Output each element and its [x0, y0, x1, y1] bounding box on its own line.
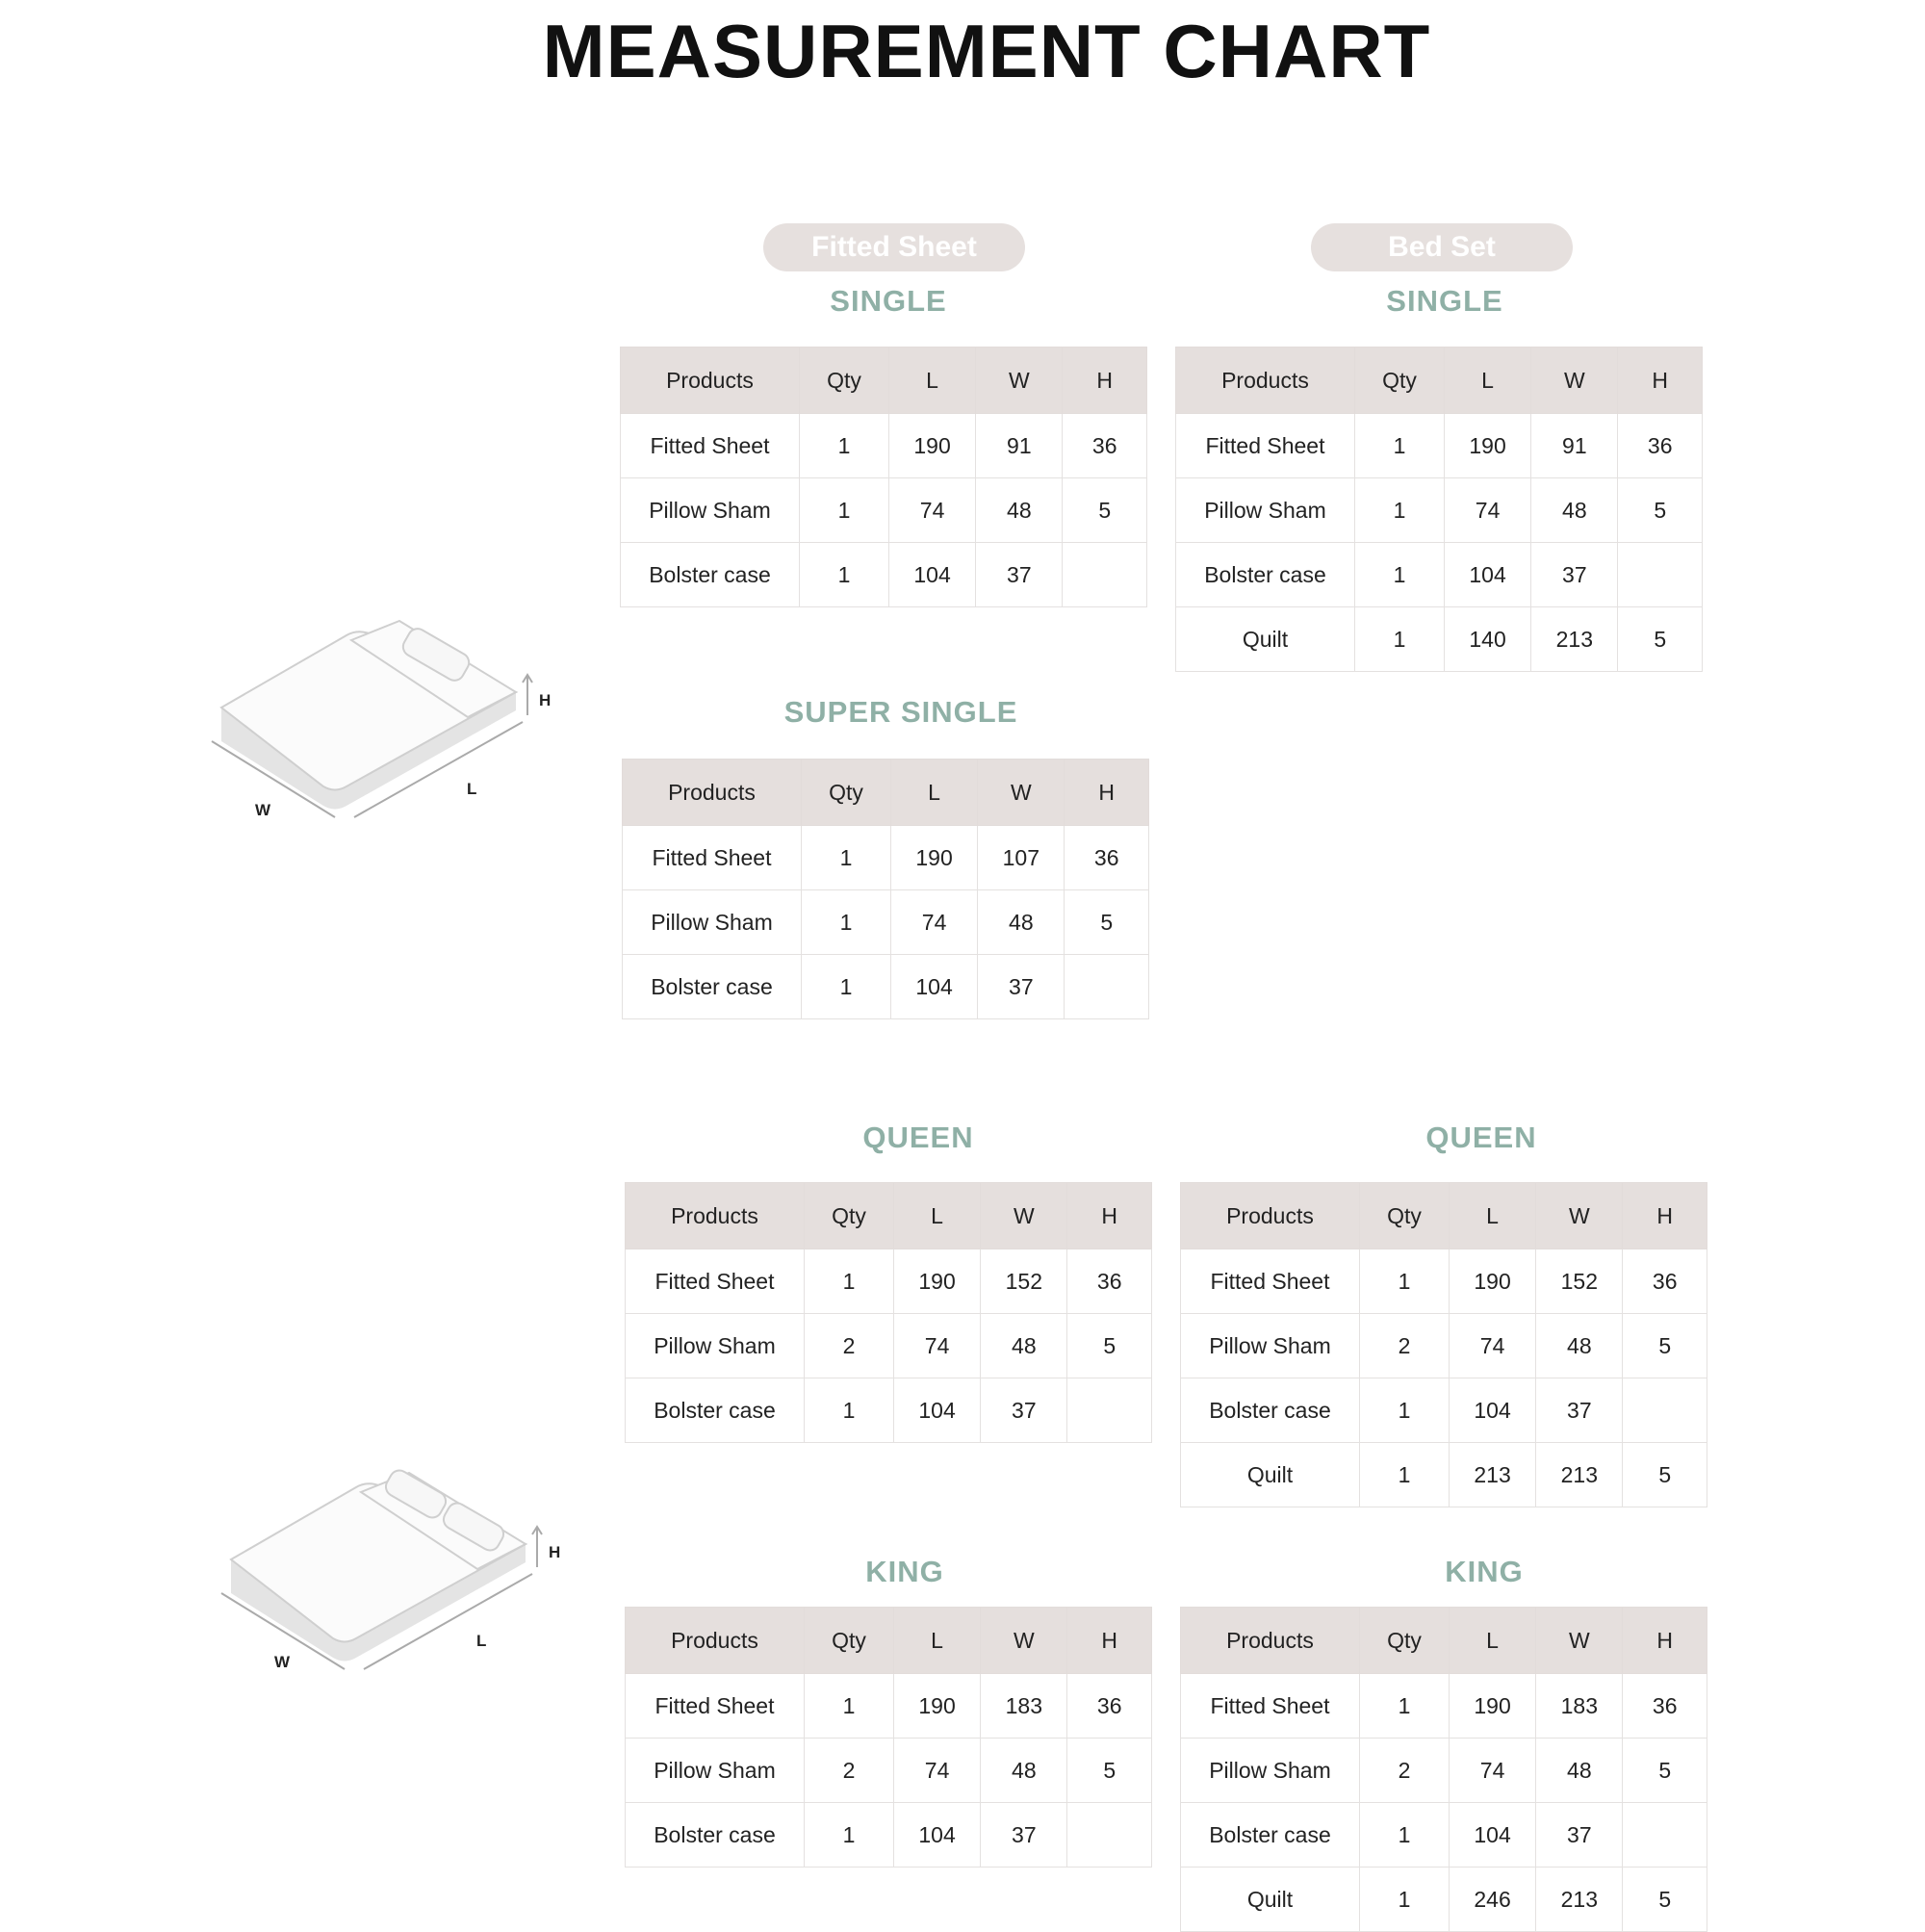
table-cell: 37: [1536, 1378, 1623, 1443]
table-header-row: [621, 348, 1147, 414]
table-cell: 48: [981, 1314, 1067, 1378]
table-cell: 152: [981, 1249, 1067, 1314]
table-cell: 1: [1359, 1249, 1449, 1314]
single-bed-diagram: [192, 592, 578, 833]
table-cell: 104: [1449, 1378, 1535, 1443]
table-cell: 37: [981, 1803, 1067, 1868]
table-cell: 37: [978, 955, 1065, 1019]
table-cell: Bolster case: [623, 955, 802, 1019]
table-cell: 36: [1623, 1249, 1707, 1314]
column-header: L: [890, 760, 977, 826]
table-cell: 5: [1623, 1868, 1707, 1932]
page-title: MEASUREMENT CHART: [542, 9, 1431, 93]
table-cell: 36: [1063, 414, 1147, 478]
table-header-row: [1181, 1183, 1707, 1249]
table-row: [1181, 1739, 1707, 1803]
column-header: H: [1063, 348, 1147, 414]
table-cell: Fitted Sheet: [621, 414, 800, 478]
table-cell: Pillow Sham: [626, 1314, 805, 1378]
column-header: H: [1067, 1183, 1152, 1249]
table-row: [1181, 1868, 1707, 1932]
table-row: [1181, 1249, 1707, 1314]
column-header: H: [1623, 1183, 1707, 1249]
height-label: H: [539, 691, 552, 709]
table-cell: 1: [1359, 1674, 1449, 1739]
table-cell: Fitted Sheet: [1181, 1249, 1360, 1314]
table-header-row: [626, 1183, 1152, 1249]
length-label: L: [476, 1632, 487, 1650]
table-cell: 36: [1623, 1674, 1707, 1739]
bedset-queen-table: [1180, 1182, 1707, 1507]
table-cell: 5: [1067, 1314, 1152, 1378]
table-cell: Pillow Sham: [1176, 478, 1355, 543]
heading-fitted-super-single: SUPER SINGLE: [783, 695, 1018, 729]
fitted-single-table: [620, 347, 1147, 607]
table-cell: 37: [976, 543, 1063, 607]
table-cell: [1067, 1803, 1152, 1868]
table-cell: 48: [981, 1739, 1067, 1803]
table-cell: 1: [1354, 414, 1444, 478]
table-row: [626, 1378, 1152, 1443]
table-cell: 5: [1618, 478, 1703, 543]
table-cell: 104: [890, 955, 977, 1019]
table-cell: 1: [1354, 478, 1444, 543]
category-pill-bed-set: Bed Set: [1311, 223, 1573, 271]
table-cell: Fitted Sheet: [626, 1249, 805, 1314]
table-cell: 213: [1536, 1443, 1623, 1507]
table-cell: 1: [1354, 543, 1444, 607]
table-cell: 74: [1449, 1739, 1535, 1803]
table-cell: Quilt: [1181, 1868, 1360, 1932]
table-cell: 74: [890, 890, 977, 955]
table-cell: Bolster case: [1176, 543, 1355, 607]
column-header: Qty: [804, 1608, 893, 1674]
length-label: L: [467, 780, 477, 798]
table-row: [623, 955, 1149, 1019]
column-header: Qty: [799, 348, 888, 414]
column-header: H: [1067, 1608, 1152, 1674]
table-cell: 37: [1531, 543, 1618, 607]
column-header: H: [1618, 348, 1703, 414]
table-cell: [1065, 955, 1149, 1019]
table-cell: [1067, 1378, 1152, 1443]
table-cell: 1: [1359, 1378, 1449, 1443]
table-cell: 190: [1449, 1674, 1535, 1739]
table-cell: Pillow Sham: [621, 478, 800, 543]
table-cell: Quilt: [1181, 1443, 1360, 1507]
table-row: [1181, 1803, 1707, 1868]
table-cell: Fitted Sheet: [626, 1674, 805, 1739]
table-cell: Pillow Sham: [623, 890, 802, 955]
column-header: W: [1531, 348, 1618, 414]
table-cell: 1: [801, 955, 890, 1019]
heading-bedset-king: KING: [1445, 1555, 1524, 1588]
table-cell: 5: [1067, 1739, 1152, 1803]
table-cell: 5: [1063, 478, 1147, 543]
bedset-single-table: [1175, 347, 1703, 672]
height-label: H: [549, 1543, 561, 1561]
width-label: W: [274, 1653, 291, 1671]
table-cell: 74: [1449, 1314, 1535, 1378]
table-cell: 1: [804, 1803, 893, 1868]
table-cell: 48: [1531, 478, 1618, 543]
column-header: Products: [626, 1608, 805, 1674]
column-header: Products: [621, 348, 800, 414]
column-header: Qty: [1359, 1183, 1449, 1249]
table-cell: Bolster case: [626, 1378, 805, 1443]
table-row: [1176, 414, 1703, 478]
table-cell: 74: [888, 478, 975, 543]
column-header: H: [1065, 760, 1149, 826]
table-row: [1176, 478, 1703, 543]
column-header: Products: [626, 1183, 805, 1249]
table-cell: 104: [1444, 543, 1530, 607]
table-cell: Bolster case: [1181, 1803, 1360, 1868]
table-cell: 1: [1359, 1803, 1449, 1868]
table-cell: 213: [1449, 1443, 1535, 1507]
table-cell: 190: [1444, 414, 1530, 478]
column-header: Products: [1176, 348, 1355, 414]
table-cell: Fitted Sheet: [623, 826, 802, 890]
table-cell: 1: [804, 1378, 893, 1443]
table-cell: 246: [1449, 1868, 1535, 1932]
table-cell: 91: [1531, 414, 1618, 478]
table-cell: Quilt: [1176, 607, 1355, 672]
table-cell: 183: [1536, 1674, 1623, 1739]
heading-bedset-queen: QUEEN: [1425, 1121, 1537, 1154]
table-row: [626, 1249, 1152, 1314]
table-cell: 36: [1067, 1674, 1152, 1739]
column-header: Qty: [801, 760, 890, 826]
column-header: W: [1536, 1183, 1623, 1249]
table-cell: 5: [1623, 1739, 1707, 1803]
table-cell: 152: [1536, 1249, 1623, 1314]
table-header-row: [623, 760, 1149, 826]
table-header-row: [1181, 1608, 1707, 1674]
table-cell: 5: [1065, 890, 1149, 955]
heading-fitted-queen: QUEEN: [862, 1121, 974, 1154]
table-row: [621, 414, 1147, 478]
table-cell: 104: [893, 1803, 980, 1868]
column-header: Qty: [1359, 1608, 1449, 1674]
column-header: W: [978, 760, 1065, 826]
table-cell: 1: [1359, 1443, 1449, 1507]
table-row: [626, 1314, 1152, 1378]
table-cell: 190: [893, 1674, 980, 1739]
table-cell: 2: [804, 1739, 893, 1803]
table-cell: Pillow Sham: [1181, 1314, 1360, 1378]
table-cell: 1: [799, 543, 888, 607]
column-header: W: [976, 348, 1063, 414]
column-header: L: [893, 1608, 980, 1674]
table-cell: 1: [1354, 607, 1444, 672]
table-cell: 36: [1065, 826, 1149, 890]
heading-fitted-king: KING: [865, 1555, 944, 1588]
column-header: W: [1536, 1608, 1623, 1674]
heading-fitted-single: SINGLE: [830, 284, 947, 318]
table-cell: 1: [799, 478, 888, 543]
table-row: [626, 1803, 1152, 1868]
fitted-queen-table: [625, 1182, 1152, 1443]
table-cell: Pillow Sham: [1181, 1739, 1360, 1803]
table-cell: 37: [981, 1378, 1067, 1443]
table-row: [623, 826, 1149, 890]
fitted-super-single-table: [622, 759, 1149, 1019]
fitted-king-table: [625, 1607, 1152, 1868]
column-header: W: [981, 1608, 1067, 1674]
table-cell: Pillow Sham: [626, 1739, 805, 1803]
category-pill-fitted-sheet: Fitted Sheet: [763, 223, 1025, 271]
table-row: [621, 478, 1147, 543]
table-cell: 190: [888, 414, 975, 478]
column-header: L: [893, 1183, 980, 1249]
table-cell: 1: [801, 826, 890, 890]
column-header: L: [1449, 1608, 1535, 1674]
table-cell: 190: [1449, 1249, 1535, 1314]
table-cell: 183: [981, 1674, 1067, 1739]
table-cell: 2: [804, 1314, 893, 1378]
column-header: W: [981, 1183, 1067, 1249]
table-cell: 1: [804, 1674, 893, 1739]
table-row: [1181, 1674, 1707, 1739]
column-header: Products: [1181, 1183, 1360, 1249]
table-cell: 5: [1623, 1443, 1707, 1507]
table-row: [1176, 543, 1703, 607]
table-cell: 213: [1531, 607, 1618, 672]
table-header-row: [1176, 348, 1703, 414]
column-header: L: [1444, 348, 1530, 414]
table-cell: [1063, 543, 1147, 607]
table-row: [623, 890, 1149, 955]
table-cell: 91: [976, 414, 1063, 478]
table-cell: Bolster case: [621, 543, 800, 607]
table-row: [626, 1674, 1152, 1739]
table-cell: Bolster case: [626, 1803, 805, 1868]
column-header: L: [1449, 1183, 1535, 1249]
table-cell: 1: [799, 414, 888, 478]
table-row: [1176, 607, 1703, 672]
table-cell: 36: [1618, 414, 1703, 478]
table-header-row: [626, 1608, 1152, 1674]
table-cell: 2: [1359, 1739, 1449, 1803]
table-cell: 1: [804, 1249, 893, 1314]
table-row: [1181, 1443, 1707, 1507]
double-bed-diagram: [202, 1444, 587, 1685]
table-cell: 74: [893, 1739, 980, 1803]
table-cell: 104: [893, 1378, 980, 1443]
table-cell: 37: [1536, 1803, 1623, 1868]
table-cell: 1: [801, 890, 890, 955]
column-header: Qty: [804, 1183, 893, 1249]
table-cell: 2: [1359, 1314, 1449, 1378]
table-cell: 190: [893, 1249, 980, 1314]
table-cell: 36: [1067, 1249, 1152, 1314]
table-row: [621, 543, 1147, 607]
column-header: Products: [623, 760, 802, 826]
table-cell: Fitted Sheet: [1181, 1674, 1360, 1739]
table-cell: 74: [893, 1314, 980, 1378]
table-row: [1181, 1314, 1707, 1378]
table-cell: 48: [978, 890, 1065, 955]
table-cell: 5: [1623, 1314, 1707, 1378]
column-header: Qty: [1354, 348, 1444, 414]
table-cell: 74: [1444, 478, 1530, 543]
table-cell: 104: [888, 543, 975, 607]
table-cell: [1618, 543, 1703, 607]
column-header: L: [888, 348, 975, 414]
table-row: [1181, 1378, 1707, 1443]
table-cell: Bolster case: [1181, 1378, 1360, 1443]
column-header: H: [1623, 1608, 1707, 1674]
table-cell: 48: [976, 478, 1063, 543]
table-cell: 104: [1449, 1803, 1535, 1868]
column-header: Products: [1181, 1608, 1360, 1674]
table-cell: [1623, 1378, 1707, 1443]
table-cell: [1623, 1803, 1707, 1868]
table-row: [626, 1739, 1152, 1803]
table-cell: 48: [1536, 1739, 1623, 1803]
table-cell: 48: [1536, 1314, 1623, 1378]
table-cell: 213: [1536, 1868, 1623, 1932]
table-cell: 140: [1444, 607, 1530, 672]
table-cell: 1: [1359, 1868, 1449, 1932]
table-cell: 107: [978, 826, 1065, 890]
heading-bedset-single: SINGLE: [1386, 284, 1503, 318]
table-cell: 190: [890, 826, 977, 890]
table-cell: Fitted Sheet: [1176, 414, 1355, 478]
bedset-king-table: [1180, 1607, 1707, 1932]
width-label: W: [255, 801, 271, 819]
table-cell: 5: [1618, 607, 1703, 672]
